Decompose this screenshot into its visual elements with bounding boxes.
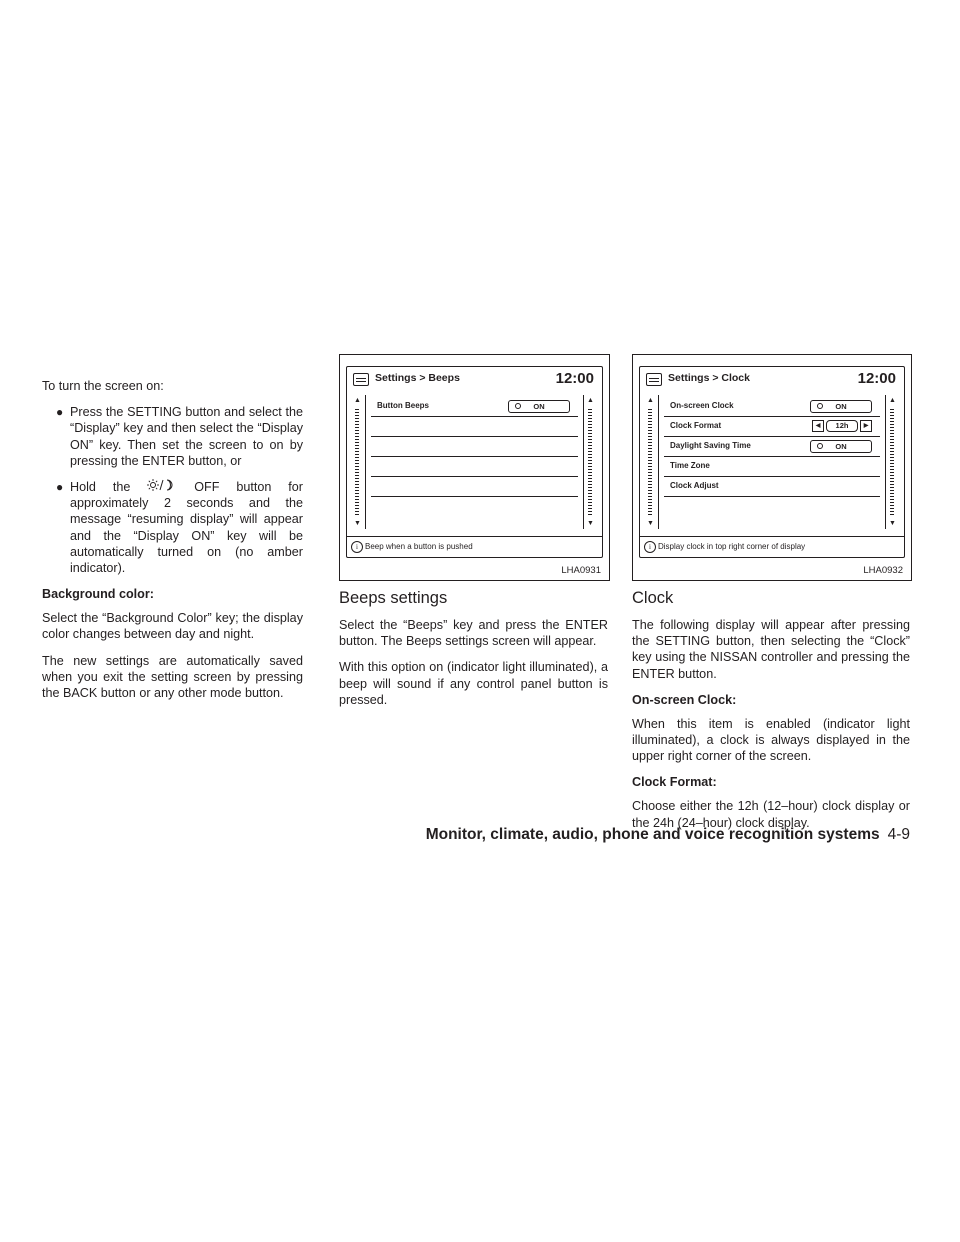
background-color-text: Select the “Background Color” key; the display color changes between day and night. bbox=[42, 611, 303, 642]
bullet-text-pre: Hold the bbox=[70, 480, 131, 495]
info-icon: i bbox=[351, 541, 363, 553]
arrow-down-icon: ▼ bbox=[889, 520, 896, 527]
scroll-bar-right bbox=[583, 395, 598, 529]
item-toggle bbox=[508, 400, 570, 413]
list-item bbox=[664, 437, 880, 457]
arrow-down-icon: ▼ bbox=[647, 520, 654, 527]
column-left bbox=[42, 378, 303, 711]
background-color-heading: Background color: bbox=[42, 587, 154, 602]
screen-clock: 12:00 bbox=[857, 370, 896, 387]
column-right bbox=[632, 588, 910, 841]
settings-icon bbox=[353, 373, 369, 386]
sun-moon-icon bbox=[147, 479, 177, 495]
bullet-text: Press the SETTING button and select the “Display” key and then select the “Display ON” key. Then set the screen to on by pressing the ENTER button, or bbox=[70, 405, 303, 468]
item-label: Clock Adjust bbox=[670, 481, 719, 490]
figure-clock-screen bbox=[632, 354, 912, 581]
bullet-dot: ● bbox=[56, 480, 64, 495]
arrow-up-icon: ▲ bbox=[354, 397, 361, 404]
info-icon: i bbox=[644, 541, 656, 553]
item-label: Daylight Saving Time bbox=[670, 441, 751, 450]
format-value: 12h bbox=[826, 420, 858, 432]
screen-header bbox=[347, 367, 602, 393]
item-label: Button Beeps bbox=[377, 401, 429, 410]
toggle-value: ON bbox=[533, 402, 545, 411]
scroll-bar-right bbox=[885, 395, 900, 529]
screen-clock: 12:00 bbox=[555, 370, 594, 387]
settings-icon bbox=[646, 373, 662, 386]
figure-beeps-screen bbox=[339, 354, 610, 581]
arrow-down-icon: ▼ bbox=[587, 520, 594, 527]
arrow-down-icon: ▼ bbox=[354, 520, 361, 527]
page-footer bbox=[424, 826, 910, 844]
column-middle bbox=[339, 588, 608, 718]
footer-title: Monitor, climate, audio, phone and voice recognition systems bbox=[425, 826, 880, 843]
clock-heading: Clock bbox=[632, 589, 674, 607]
clock-text-1: The following display will appear after pressing the SETTING button, then selecting the “Clock” key using the NISSAN controller and pressing the ENTER button. bbox=[632, 618, 910, 681]
clock-screen bbox=[639, 366, 905, 558]
clock-format-heading: Clock Format: bbox=[632, 775, 717, 790]
list-item bbox=[371, 417, 578, 437]
list-item bbox=[664, 417, 880, 437]
figure-id: LHA0932 bbox=[863, 565, 903, 576]
format-selector bbox=[812, 420, 872, 433]
list-item bbox=[371, 437, 578, 457]
screen-title: Settings > Clock bbox=[668, 372, 750, 384]
screen-header bbox=[640, 367, 904, 393]
beeps-heading: Beeps settings bbox=[339, 589, 448, 607]
beeps-text-1: Select the “Beeps” key and press the ENTER button. The Beeps settings screen will appear. bbox=[339, 618, 608, 649]
item-label: Time Zone bbox=[670, 461, 710, 470]
list-item bbox=[371, 477, 578, 497]
toggle-value: ON bbox=[835, 442, 847, 451]
list-item bbox=[664, 477, 880, 497]
item-toggle bbox=[810, 400, 872, 413]
item-label: On-screen Clock bbox=[670, 401, 734, 410]
bullet-dot: ● bbox=[56, 405, 64, 420]
screen-footer bbox=[640, 536, 904, 557]
list-item bbox=[371, 457, 578, 477]
page-number: 4-9 bbox=[887, 826, 910, 843]
screen-title: Settings > Beeps bbox=[375, 372, 460, 384]
save-text: The new settings are automatically saved when you exit the setting screen by pressing the BACK button or any other mode button. bbox=[42, 653, 303, 701]
arrow-up-icon: ▲ bbox=[647, 397, 654, 404]
list-item bbox=[664, 457, 880, 477]
arrow-left-icon: ◀ bbox=[812, 420, 824, 432]
list-item bbox=[664, 397, 880, 417]
clock-text-2: When this item is enabled (indicator light illuminated), a clock is always displayed in the upper right corner of the screen. bbox=[632, 716, 910, 764]
bullet-text-post: OFF button for approximately 2 seconds and the message “resuming display” will appear and the “Display ON” key will be automatically turned on (no amber indicator). bbox=[70, 480, 303, 576]
on-screen-clock-heading: On-screen Clock: bbox=[632, 692, 737, 707]
toggle-value: ON bbox=[835, 402, 847, 411]
bullet-item bbox=[42, 404, 303, 469]
arrow-up-icon: ▲ bbox=[889, 397, 896, 404]
beeps-text-2: With this option on (indicator light illuminated), a beep will sound if any control panel button is pressed. bbox=[339, 660, 608, 707]
settings-list bbox=[371, 397, 578, 497]
bullet-item bbox=[42, 479, 303, 576]
settings-list bbox=[664, 397, 880, 497]
screen-footer bbox=[347, 536, 602, 557]
arrow-right-icon: ▶ bbox=[860, 420, 872, 432]
beeps-screen bbox=[346, 366, 603, 558]
scroll-bar-left bbox=[351, 395, 366, 529]
scroll-bar-left bbox=[644, 395, 659, 529]
item-toggle bbox=[810, 440, 872, 453]
clock-text-3: Choose either the 12h (12–hour) clock display or the 24h (24–hour) clock display. bbox=[632, 799, 910, 830]
footer-text: Display clock in top right corner of display bbox=[658, 542, 806, 551]
figure-id: LHA0931 bbox=[561, 565, 601, 576]
item-label: Clock Format bbox=[670, 421, 722, 430]
footer-text: Beep when a button is pushed bbox=[365, 542, 473, 551]
list-item bbox=[371, 397, 578, 417]
intro-text: To turn the screen on: bbox=[42, 379, 164, 393]
arrow-up-icon: ▲ bbox=[587, 397, 594, 404]
